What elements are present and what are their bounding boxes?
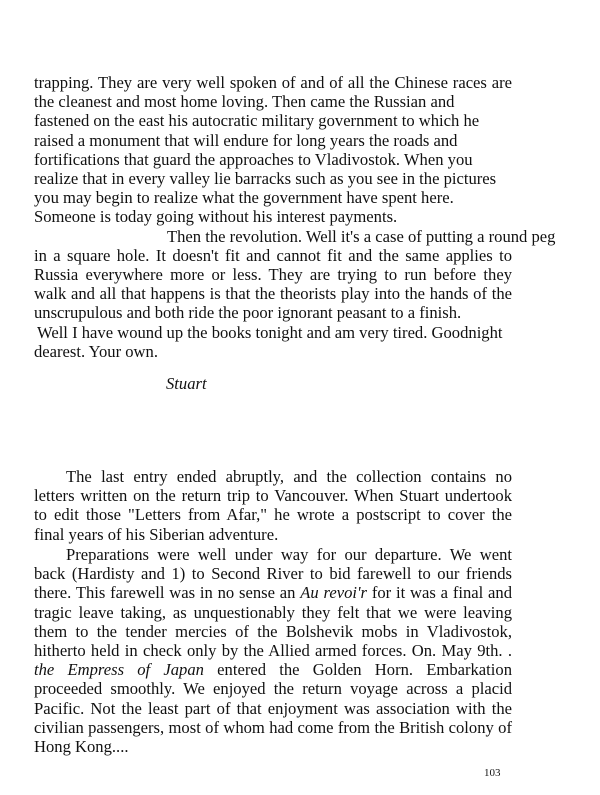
ship-name: the Empress of Japan bbox=[34, 660, 204, 680]
text-line: final years of his Siberian adventure. bbox=[34, 524, 279, 544]
text-line: them to the tender mercies of the Bolshevik mobs in Vladivostok, bbox=[34, 621, 512, 641]
text-line: civilian passengers, most of whom had come from the British colony of bbox=[34, 717, 512, 737]
text-line: dearest. Your own. bbox=[34, 341, 158, 361]
text-line: the cleanest and most home loving. Then came the Russian and bbox=[34, 92, 455, 112]
text-line: back (Hardisty and 1) to Second River to bid farewell to our friends bbox=[34, 564, 512, 584]
text-line: to edit those "Letters from Afar," he wrote a postscript to cover the bbox=[34, 505, 512, 525]
text-line: Hong Kong.... bbox=[34, 737, 129, 757]
postscript-text bbox=[34, 545, 512, 756]
text-line: you may begin to realize what the government have spent here. bbox=[34, 188, 454, 208]
text-line: unscrupulous and both ride the poor ignorant peasant to a finish. bbox=[34, 303, 462, 323]
text-line: Russia everywhere more or less. They are trying to run before they bbox=[34, 265, 512, 285]
text-line: raised a monument that will endure for long years the roads and bbox=[34, 130, 458, 150]
text-line bbox=[34, 660, 512, 679]
text-line: hitherto held in check only by the Allied armed forces. On. May 9th. . bbox=[34, 641, 512, 661]
letter-text bbox=[34, 73, 556, 361]
italic-phrase: Au revoi'r bbox=[300, 583, 368, 603]
text-line: letters written on the return trip to Vancouver. When Stuart undertook bbox=[34, 486, 512, 506]
text-line: The last entry ended abruptly, and the collection contains no bbox=[66, 467, 512, 486]
text-line bbox=[34, 583, 512, 602]
text-segment: entered the Golden Horn. Embarkation bbox=[203, 660, 512, 680]
text-line: Preparations were well under way for our departure. We went bbox=[66, 545, 512, 564]
editorial-note bbox=[34, 467, 512, 544]
text-line: Well I have wound up the books tonight and am very tired. Goodnight bbox=[37, 322, 503, 342]
text-line: tragic leave taking, as unquestionably they felt that we were leaving bbox=[34, 602, 512, 622]
text-segment: there. This farewell was in no sense an bbox=[34, 583, 301, 603]
text-segment: for it was a final and bbox=[367, 583, 512, 603]
text-line: fastened on the east his autocratic military government to which he bbox=[34, 111, 480, 131]
text-line: walk and all that happens is that the theorists play into the hands of the bbox=[34, 284, 512, 304]
text-line: Someone is today going without his interest payments. bbox=[34, 207, 398, 227]
text-line: trapping. They are very well spoken of and of all the Chinese races are bbox=[34, 73, 512, 92]
text-line: fortifications that guard the approaches to Vladivostok. When you bbox=[34, 149, 473, 169]
text-line: realize that in every valley lie barracks such as you see in the pictures bbox=[34, 169, 497, 189]
text-line: proceeded smoothly. We enjoyed the return voyage across a placid bbox=[34, 679, 512, 699]
signature: Stuart bbox=[166, 374, 207, 393]
page-number: 103 bbox=[484, 767, 501, 779]
text-line: Pacific. Not the least part of that enjoyment was association with the bbox=[34, 698, 512, 718]
text-line: Then the revolution. Well it's a case of putting a round peg bbox=[167, 226, 556, 246]
text-line: in a square hole. It doesn't fit and cannot fit and the same applies to bbox=[34, 245, 512, 265]
